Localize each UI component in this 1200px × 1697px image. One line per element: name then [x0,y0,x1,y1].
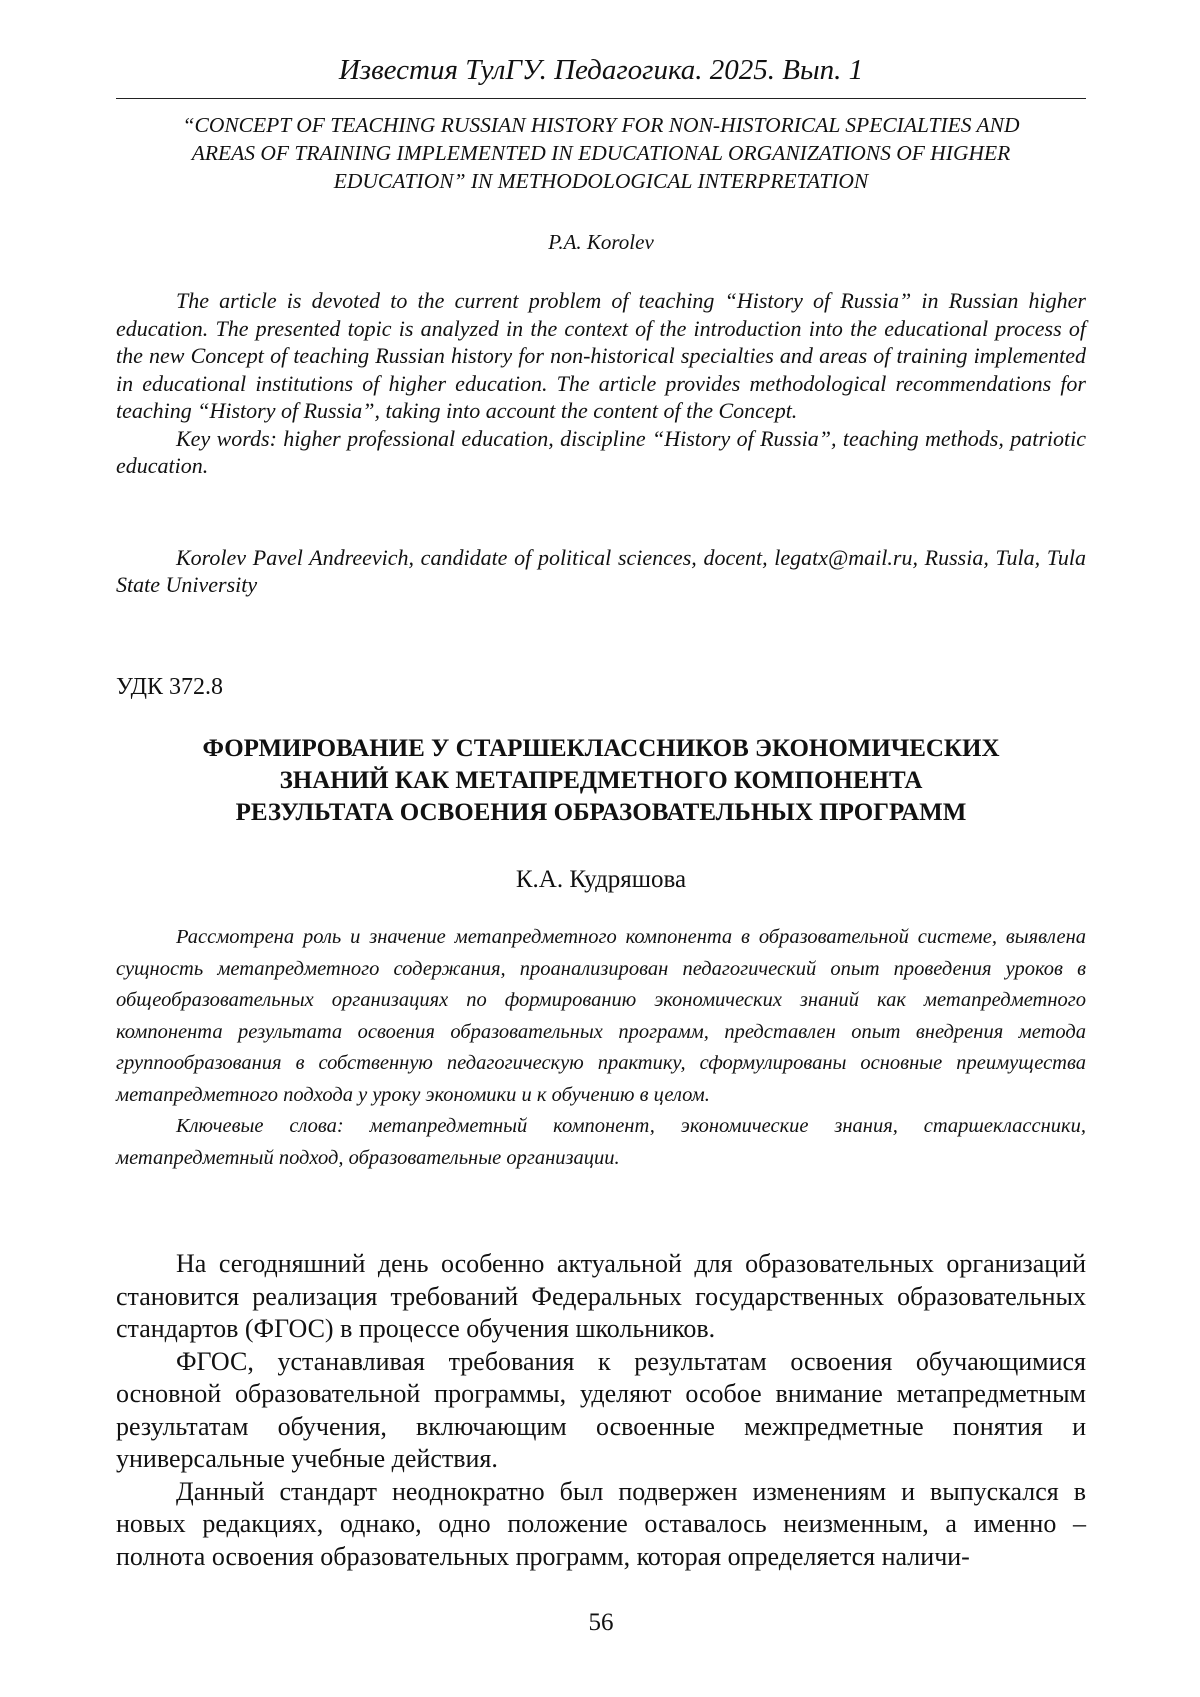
english-title-line: AREAS OF TRAINING IMPLEMENTED IN EDUCATIONAL ORGANIZATIONS OF HIGHER [191,141,1011,165]
body-paragraph: Данный стандарт неоднократно был подвержен изменениям и выпускался в новых редакциях, однако, одно положение оставалось неизменным, а именно – полнота освоения образовательных программ, которая определяется наличи- [116,1476,1086,1571]
body-paragraph: На сегодняшний день особенно актуальной для образовательных организаций становится реализация требований Федеральных государственных образовательных стандартов (ФГОС) в процессе обучения школьников. [116,1249,1086,1343]
english-title-line: “CONCEPT OF TEACHING RUSSIAN HISTORY FOR NON-HISTORICAL SPECIALTIES AND [182,113,1020,137]
russian-article-title [116,733,1086,829]
russian-abstract: Рассмотрена роль и значение метапредметного компонента в образовательной системе, выявлена сущность метапредметного содержания, проанализирован педагогический опыт проведения уроков в общеобразовательных организациях по формированию экономических знаний как метапредметного компонента результата освоения образовательных программ, представлен опыт внедрения метода группообразования в собственную педагогическую практику, сформулированы основные преимущества метапредметного подхода у уроку экономики и к обучению в целом. [116,926,1086,1106]
english-article-author: P.A. Korolev [548,230,654,254]
journal-header: Известия ТулГУ. Педагогика. 2025. Вып. 1 [338,54,864,86]
russian-article-author: К.А. Кудряшова [515,866,687,893]
russian-keywords: Ключевые слова: метапредметный компонент, экономические знания, старшеклассники, метапредметный подход, образовательные организации. [116,1115,1086,1169]
udk-code: УДК 372.8 [116,674,223,700]
russian-title-line: ЗНАНИЙ КАК МЕТАПРЕДМЕТНОГО КОМПОНЕНТА [279,767,923,794]
english-title-line: EDUCATION” IN METHODOLOGICAL INTERPRETATION [333,169,869,193]
body-paragraph: ФГОС, устанавливая требования к результатам освоения обучающимися основной образовательной программы, уделяют особое внимание метапредметным результатам обучения, включающим освоенные межпредметные понятия и универсальные учебные действия. [116,1346,1086,1473]
english-author-info: Korolev Pavel Andreevich, candidate of political sciences, docent, legatx@mail.ru, Russia, Tula, Tula State University [116,545,1086,597]
english-keywords: Key words: higher professional education, discipline “History of Russia”, teaching methods, patriotic education. [116,425,1086,478]
english-abstract-block [116,287,1086,480]
header-divider [116,98,1086,99]
russian-abstract-block [116,922,1086,1174]
russian-title-line: РЕЗУЛЬТАТА ОСВОЕНИЯ ОБРАЗОВАТЕЛЬНЫХ ПРОГРАММ [235,799,967,826]
russian-title-line: ФОРМИРОВАНИЕ У СТАРШЕКЛАССНИКОВ ЭКОНОМИЧЕСКИХ [202,735,1000,762]
english-article-title [116,111,1086,195]
article-body [116,1248,1086,1573]
english-abstract: The article is devoted to the current problem of teaching “History of Russia” in Russian higher education. The presented topic is analyzed in the context of the introduction into the educational process of the new Concept of teaching Russian history for non-historical specialties and areas of training implemented in educational institutions of higher education. The article provides methodological recommendations for teaching “History of Russia”, taking into account the content of the Concept. [116,288,1086,423]
english-author-info-block [116,544,1086,598]
page-number: 56 [588,1609,614,1636]
